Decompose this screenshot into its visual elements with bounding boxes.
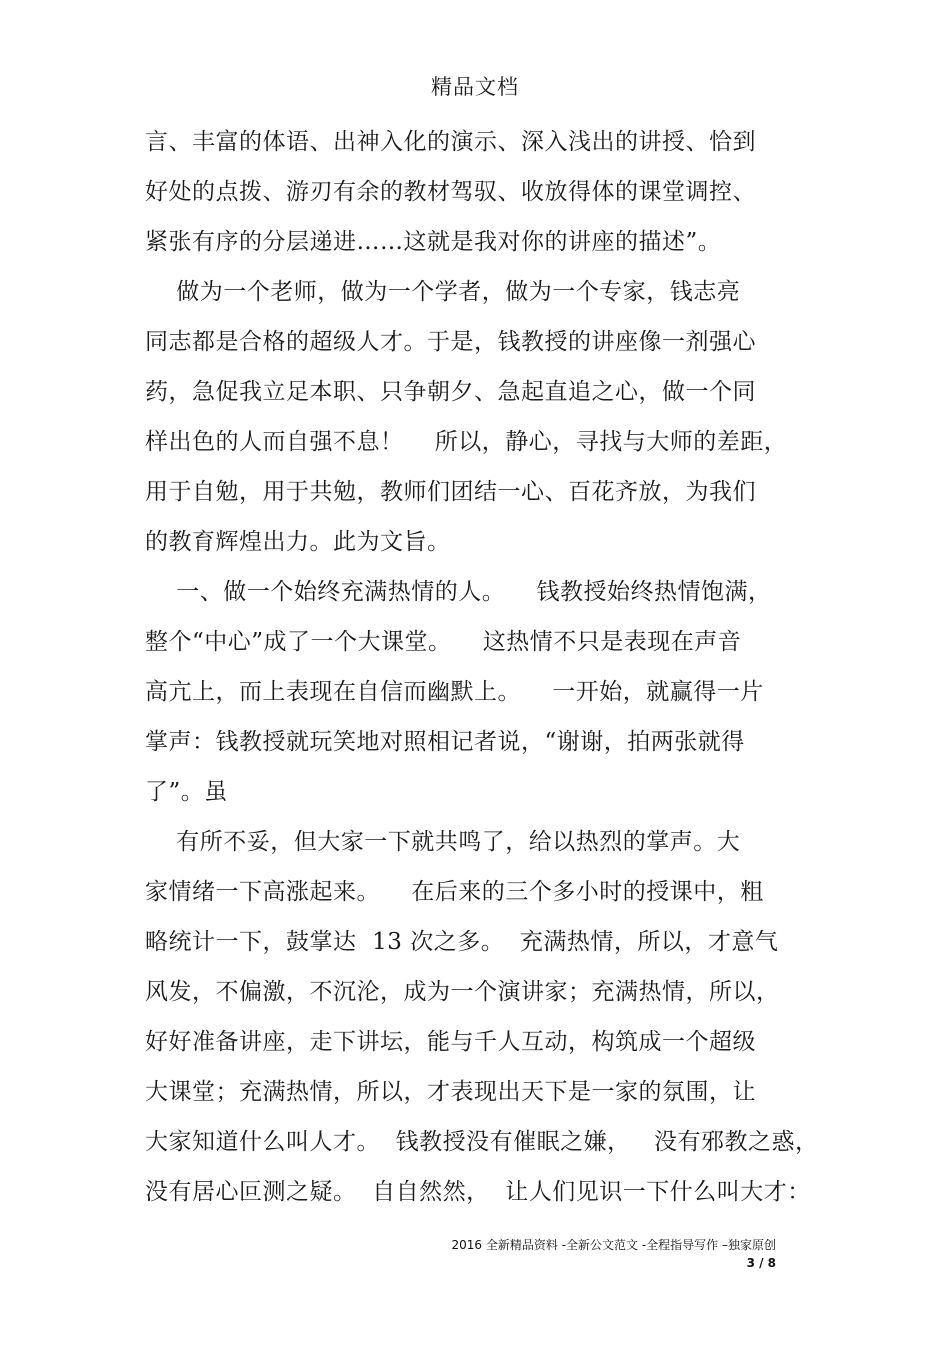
text-line: 好好准备讲座，走下讲坛，能与千人互动，构筑成一个超级 (145, 1029, 756, 1055)
text-line: 一、做一个始终充满热情的人。 钱教授始终热情饱满， (145, 579, 772, 605)
text-line: 药，急促我立足本职、只争朝夕、急起直追之心，做一个同 (145, 379, 756, 405)
page-header: 精品文档 (431, 75, 519, 99)
text-line: 略统计一下，鼓掌达 13 次之多。 充满热情，所以，才意气 (145, 929, 779, 955)
text-line: 做为一个老师，做为一个学者，做为一个专家，钱志亮 (145, 279, 741, 305)
text-line: 的教育辉煌出力。此为文旨。 (145, 529, 451, 555)
text-line: 大家知道什么叫人才。 钱教授没有催眠之嫌， 没有邪教之惑， (145, 1129, 819, 1155)
text-line: 好处的点拨、游刃有余的教材驾驭、收放得体的课堂调控、 (145, 179, 756, 205)
text-line: 言、丰富的体语、出神入化的演示、深入浅出的讲授、恰到 (145, 129, 756, 155)
text-line: 大课堂；充满热情，所以，才表现出天下是一家的氛围，让 (145, 1079, 756, 1105)
document-body (145, 127, 819, 1227)
text-line: 用于自勉，用于共勉，教师们团结一心、百花齐放，为我们 (145, 479, 756, 505)
text-line: 没有居心叵测之疑。 自自然然， 让人们见识一下什么叫大才： (145, 1179, 811, 1205)
page-number: 3 / 8 (746, 1256, 776, 1270)
text-line: 家情绪一下高涨起来。 在后来的三个多小时的授课中，粗 (145, 879, 764, 905)
text-line: 样出色的人而自强不息！ 所以，静心，寻找与大师的差距， (145, 429, 788, 455)
page-footer (452, 1236, 776, 1272)
footer-tagline: 2016 全新精品资料 -全新公文范文 -全程指导写作 –独家原创 (451, 1238, 776, 1252)
text-line: 有所不妥，但大家一下就共鸣了，给以热烈的掌声。大 (145, 829, 741, 855)
text-line: 整个“中心”成了一个大课堂。 这热情不只是表现在声音 (145, 629, 742, 655)
text-line: 掌声：钱教授就玩笑地对照相记者说，“谢谢，拍两张就得 (145, 729, 745, 755)
text-line: 高亢上，而上表现在自信而幽默上。 一开始，就赢得一片 (145, 679, 764, 705)
text-line: 了”。虽 (145, 779, 228, 805)
text-line: 紧张有序的分层递进……这就是我对你的讲座的描述”。 (145, 229, 722, 255)
text-line: 同志都是合格的超级人才。于是，钱教授的讲座像一剂强心 (145, 329, 756, 355)
text-line: 风发，不偏激，不沉沦，成为一个演讲家；充满热情，所以， (145, 979, 780, 1005)
